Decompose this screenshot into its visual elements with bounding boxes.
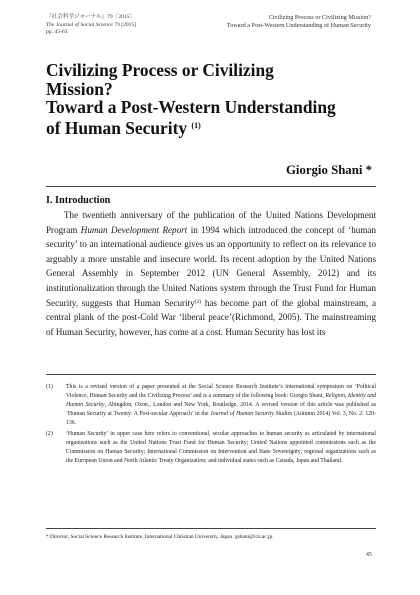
body-report-title: Human Development Report — [80, 224, 188, 235]
page-range: pp. 45-63 — [46, 29, 68, 36]
footnote-1-book-title: Religion, Identity and Human Security — [66, 393, 376, 408]
footnote-1-text-e: (Autumn 2014) Vol. 3, No. 2: 120-136. — [66, 411, 376, 426]
footnote-divider — [46, 374, 376, 375]
author — [286, 163, 372, 178]
footnote-number: (1) — [46, 384, 53, 390]
footnote-2 — [46, 430, 376, 466]
footnote-text — [66, 383, 376, 428]
footnote-1-text-a: This is a revised version of a paper presented at the Social Science Research Institute’s international symposium on ‘Political Violence, Human Security and the Civilizing Process’ and is a summary of the following book: Giorgio Shani, — [66, 384, 376, 399]
author-divider — [46, 186, 376, 187]
footnote-text: ‘Human Security’ in upper case here refers to conventional, secular approaches to human security as articulated by international organizations such as the United Nations Trust Fund for Human Security; United Nations appointed commissions such as the Commission on Human Security; International Commission on Intervention and State Sovereignty; regional organizations such as the European Union and North Atlantic Treaty Organization; and individual states such as Canada, Japan and Thailand. — [66, 431, 376, 464]
body-paragraph — [46, 208, 376, 368]
author-affiliation: * Director, Social Science Research Institute, International Christian University, Japan. gshani@icu.ac.jp. — [46, 534, 274, 540]
running-title-line-2: Toward a Post-Western Understanding of Human Security — [226, 22, 371, 29]
body-footnote-ref: (2) — [194, 298, 202, 305]
affiliation-divider — [46, 528, 376, 529]
footnote-1-journal-title: Journal of Human Security Studies — [210, 411, 293, 417]
title-line-1: Civilizing Process or Civilizing — [46, 60, 274, 80]
title-footnote-marker: (1) — [191, 120, 201, 130]
body-text-b: in 1994 which introduced the concept of ‘human security’ to an international audience gives us an opportunity to reflect on its relevance to arguably a more unstable and insecure world. Its recent adoption by the United Nations General Assembly in September 2012 (UN General Assembly, 2012) and its institutionalization through the United Nations system through the Trust Fund for Human Security, suggests that Human Security — [46, 224, 376, 308]
running-title — [171, 14, 371, 30]
footnote-1-text-c: , Abingdon, Oxon., London and New York, Routledge, 2014. A revised version of this article was published as ‘Human Security at Twenty: A Post-secular Approach’ in the — [66, 402, 376, 417]
author-marker: * — [365, 163, 372, 177]
journal-volume: 79 [2015] — [114, 21, 137, 28]
title-line-3: Toward a Post-Western Understanding — [46, 97, 336, 118]
journal-name-jp: 『社会科学ジャーナル』79〔2015〕 — [46, 14, 136, 20]
article-title — [46, 61, 376, 137]
author-name: Giorgio Shani — [285, 163, 363, 177]
footnotes — [46, 383, 376, 468]
section-heading: I. Introduction — [46, 195, 111, 206]
title-line-2: Mission? — [46, 78, 113, 99]
page-number: 45 — [365, 551, 372, 558]
running-title-line-1: Civilizing Process or Civilizing Mission? — [268, 14, 371, 21]
footnote-number: (2) — [46, 431, 53, 437]
body-text-a: The twentieth anniversary of the publication of the United Nations Development Program — [46, 210, 376, 235]
body-text-c: has become part of the global mainstream, a central plank of the post-Cold War ‘liberal peace’(Richmond, 2005). The mainstreaming of Human Security, however, has come at a cost. Human Security has lost its — [46, 297, 376, 337]
title-line-4: of Human Security — [46, 117, 188, 138]
footnote-1 — [46, 383, 376, 428]
journal-name-en: The Journal of Social Science — [46, 21, 113, 28]
